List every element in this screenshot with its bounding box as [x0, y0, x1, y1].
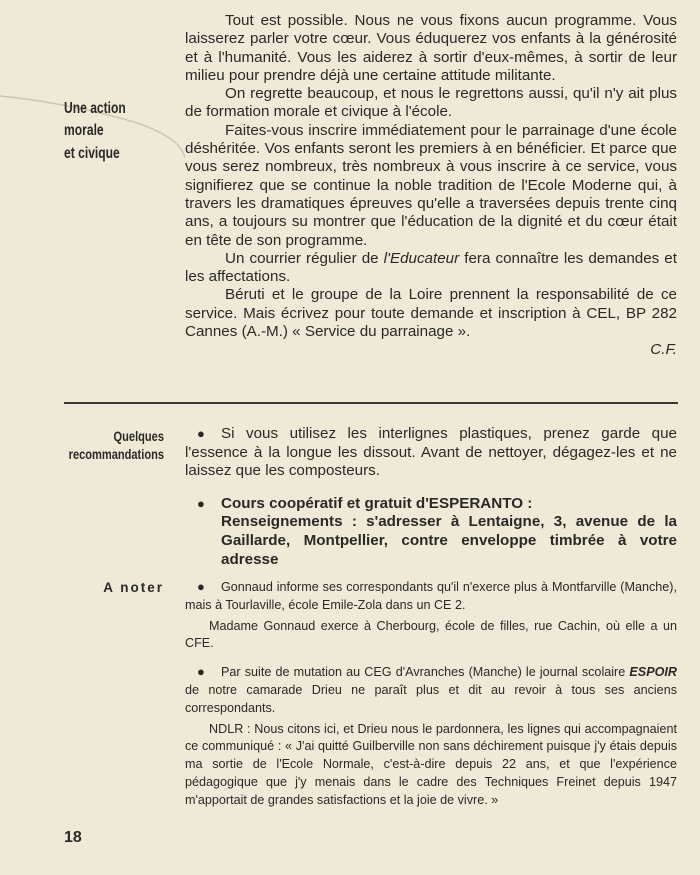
bullet-icon: ● — [197, 579, 205, 594]
section-divider — [64, 402, 678, 404]
text-span: Si vous utilisez les interlignes plastiques, prenez garde que l'essence à la longue les dissout. Avant de nettoyer, dégagez-les et ne laissez que les composteurs. — [185, 425, 677, 480]
article-action-morale — [185, 12, 677, 360]
paragraph: Béruti et le groupe de la Loire prennent la responsabilité de ce service. Mais écrivez pour toute demande et inscription à CEL, BP 282 Cannes (A.-M.) « Service du parrainage ». — [185, 286, 677, 341]
text-span: Cours coopératif et gratuit d'ESPERANTO : — [221, 494, 533, 512]
paragraph: On regrette beaucoup, et nous le regrettons aussi, qu'il n'y ait plus de formation morale et civique à l'école. — [185, 85, 677, 121]
note-paragraph: NDLR : Nous citons ici, et Drieu nous le pardonnera, les lignes qui accompagnaient ce communiqué : « J'ai quitté Guilberville non sans déchirement puisque j'y étais depuis ma sortie de l'Ecole Normale, c'est-à-dire depuis 22 ans, et que l'expérience pédagogique que j'y menais dans le cadre des Techniques Freinet depuis 1947 m'apportait de grandes satisfactions et la joie de vivre. » — [185, 721, 677, 807]
text-span: Renseignements : s'adresser à Lentaigne, 3, avenue de la Gaillarde, Montpellier, contre enveloppe timbrée à votre adresse — [221, 513, 677, 568]
text-span: de notre camarade Drieu ne paraît plus et dit au revoir à tous ses anciens correspondants. — [185, 682, 677, 715]
recommendation-item — [185, 425, 677, 481]
text-span: Par suite de mutation au CEG d'Avranches (Manche) le journal scolaire — [221, 665, 630, 680]
section-title-a-noter: A noter — [103, 580, 164, 595]
side-title-line: morale — [64, 122, 104, 140]
text-span: Un courrier régulier de — [225, 249, 384, 267]
bullet-icon: ● — [197, 495, 205, 511]
page-number: 18 — [64, 829, 82, 846]
recommandations-block — [185, 425, 677, 569]
paragraph: Faites-vous inscrire immédiatement pour le parrainage d'une école déshéritée. Vos enfants seront les premiers à en bénéficier. Et parce que vous serez nombreux, très nombreux à vous inscrire à ce service, vous signifierez que se continue la noble tradition de l'Ecole Moderne qui, à travers les dramatiques épreuves qu'elle a traversées depuis trente cinq ans, a toujours su montrer que l'éducation de la dignité et du cœur était en tête de son programme. — [185, 121, 677, 249]
side-title-line: recommandations — [68, 446, 164, 462]
text-span: Gonnaud informe ses correspondants qu'il n'exerce plus à Montfarville (Manche), mais à Tourlaville, école Emile-Zola dans un CE 2. — [185, 580, 677, 612]
a-noter-block — [185, 578, 677, 810]
note-item — [185, 578, 677, 615]
journal-title: l'Educateur — [383, 249, 460, 267]
note-item — [185, 663, 677, 717]
paragraph — [185, 250, 677, 287]
bullet-icon: ● — [197, 426, 205, 441]
journal-name: ESPOIR — [629, 665, 677, 680]
paragraph: Tout est possible. Nous ne vous fixons aucun programme. Vous laisserez parler votre cœur. Vous éduquerez vos enfants à la générosité et à l'humanité. Vous les aiderez à sortir d'eux-mêmes, à sortir de leur milieu pour prendre déjà une certaine attitude militante. — [185, 12, 677, 84]
side-title-line: Une action — [64, 100, 126, 117]
bullet-icon: ● — [197, 664, 205, 680]
section-title-action-morale — [64, 98, 126, 165]
section-title-recommandations — [62, 428, 164, 463]
esperanto-info — [185, 513, 677, 569]
recommendation-item — [185, 495, 677, 514]
side-title-line: Quelques — [113, 429, 164, 444]
text-span: fera connaître les demandes et les affectations. — [185, 249, 677, 286]
note-paragraph: Madame Gonnaud exerce à Cherbourg, école de filles, rue Cachin, où elle a un CFE. — [185, 618, 677, 651]
signature: C.F. — [650, 341, 677, 359]
side-title-line: et civique — [64, 144, 120, 162]
